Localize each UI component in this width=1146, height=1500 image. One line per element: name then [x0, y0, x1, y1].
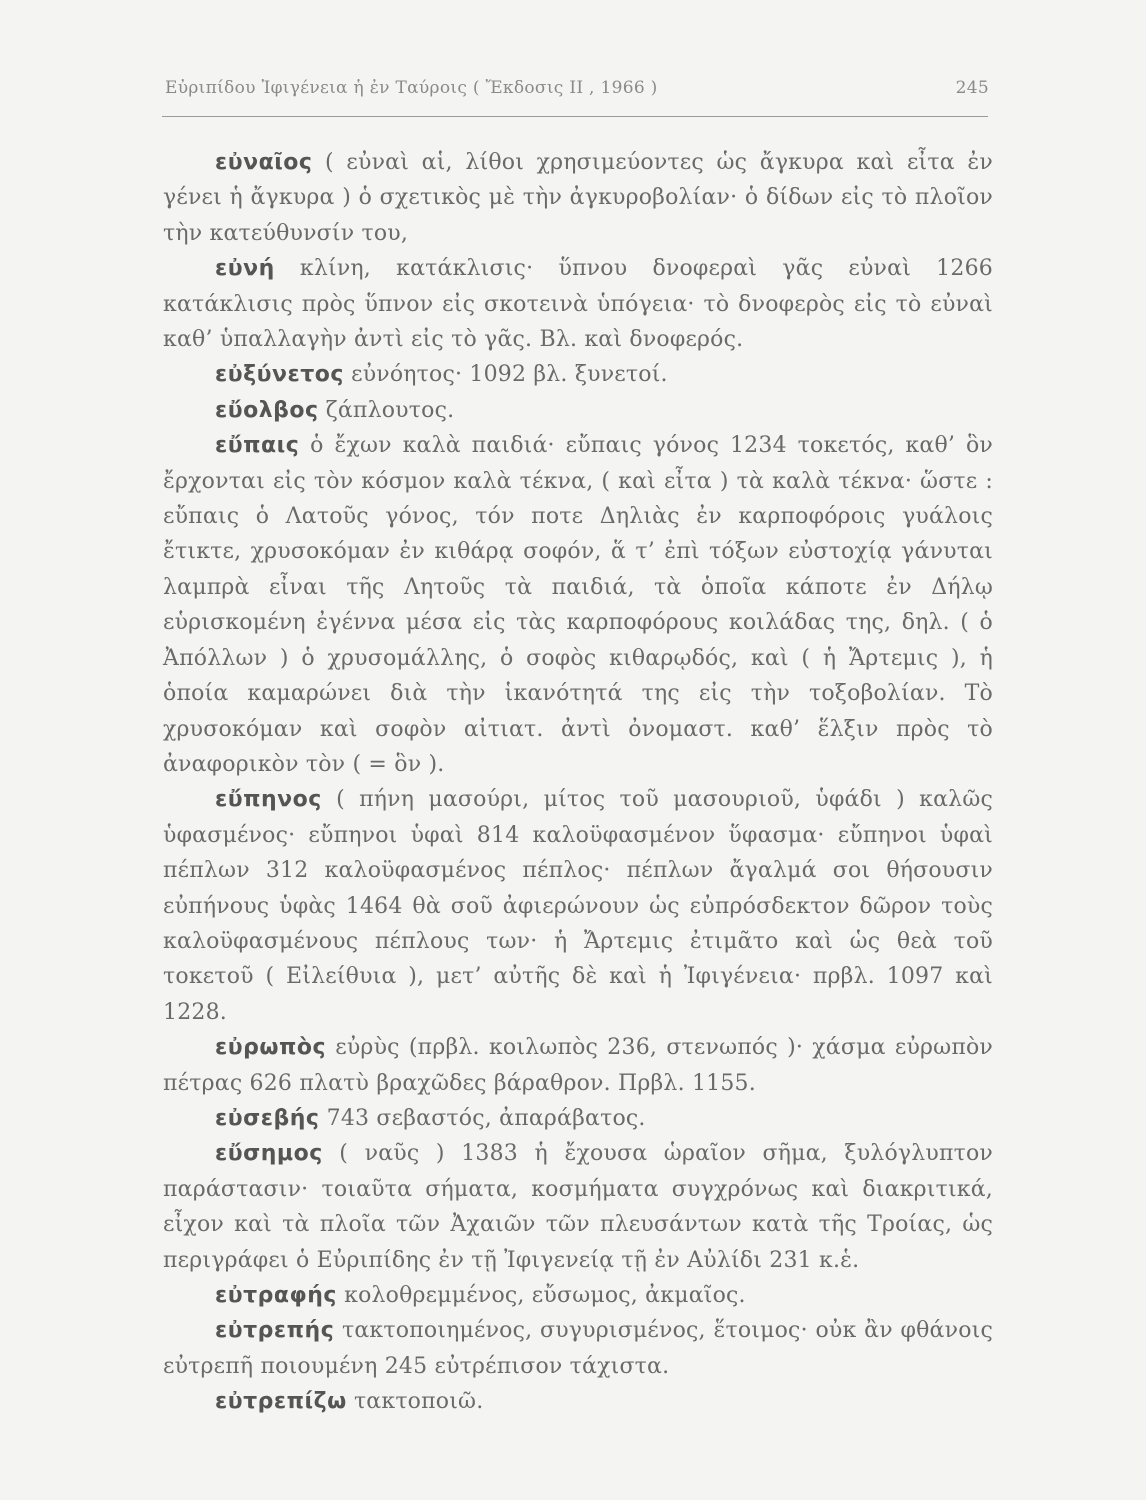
entry [163, 393, 993, 428]
entry-text: ὁ ἔχων καλὰ παιδιά· εὔπαις γόνος 1234 τοκετός, καθ’ ὃν ἔρχονται εἰς τὸν κόσμον καλὰ τέκνα, ( καὶ εἶτα ) τὰ καλὰ τέκνα· ὥστε : εὔπαις ὁ Λατοῦς γόνος, τόν ποτε Δηλιὰς ἐν καρποφόροις γυάλοις ἔτικτε, χρυσοκόμαν ἐν κιθάρᾳ σοφόν, ἅ τ’ ἐπὶ τόξων εὐστοχίᾳ γάνυται λαμπρὰ εἶναι τῆς Λητοῦς τὰ παιδιά, τὰ ὁποῖα κάποτε ἐν Δήλῳ εὑρισκομένη ἐγέννα μέσα εἰς τὰς καρποφόρους κοιλάδας της, δηλ. ( ὁ Ἀπόλλων ) ὁ χρυσομάλλης, ὁ σοφὸς κιθαρῳδός, καὶ ( ἡ Ἄρτεμις ), ἡ ὁποία καμαρώνει διὰ τὴν ἱκανότητά της εἰς τὴν τοξοβολίαν. Τὸ χρυσοκόμαν καὶ σοφὸν αἰτιατ. ἀντὶ ὀνομαστ. καθ’ ἕλξιν πρὸς τὸ ἀναφορικὸν τὸν ( = ὃν ). [163, 433, 993, 777]
header-rule [162, 116, 988, 117]
entry-text: τακτοποιημένος, συγυρισμένος, ἕτοιμος· οὐκ ἂν φθάνοις εὐτρεπῆ ποιουμένη 245 εὐτρέπισον τάχιστα. [163, 1318, 993, 1379]
running-title: Εὐριπίδου Ἰφιγένεια ἡ ἐν Ταύροις ( Ἔκδοσις ΙΙ , 1966 ) [165, 78, 658, 98]
entry-text: 743 σεβαστός, ἀπαράβατος. [326, 1105, 646, 1131]
entry [163, 1136, 993, 1278]
entry-lemma: εὐτραφής [215, 1283, 337, 1308]
entry-lemma: εὔσημος [215, 1141, 323, 1167]
entry-lemma: εὐναῖος [215, 150, 313, 175]
entry-text: εὐρὺς (πρβλ. κοιλωπὸς 236, στενωπός )· χάσμα εὐρωπὸν πέτρας 626 πλατὺ βραχῶδες βάραθρον. Πρβλ. 1155. [163, 1035, 993, 1096]
entry-lemma: εὐτρεπίζω [215, 1389, 347, 1415]
entry-text: ζάπλουτος. [325, 397, 455, 423]
entry [163, 1030, 993, 1101]
entry [163, 251, 993, 357]
entry [163, 782, 993, 1030]
entry-text: τακτοποιῶ. [353, 1389, 484, 1415]
entries-list [163, 145, 993, 1420]
entry-lemma: εὔπαις [215, 433, 300, 459]
entry-text: κολοθρεμμένος, εὔσωμος, ἀκμαῖος. [344, 1283, 746, 1308]
entry [163, 1313, 993, 1384]
entry-lemma: εὔολβος [215, 397, 319, 423]
entry [163, 428, 993, 782]
page-number: 245 [955, 78, 989, 98]
entry [163, 145, 993, 251]
entry-text: κλίνη, κατάκλισις· ὕπνου δνοφεραὶ γᾶς εὐναὶ 1266 κατάκλισις πρὸς ὕπνον εἰς σκοτεινὰ ὑπόγεια· τὸ δνοφερὸς εἰς τὸ εὐναὶ καθ’ ὑπαλλαγὴν ἀντὶ εἰς τὸ γᾶς. Βλ. καὶ δνοφερός. [163, 256, 993, 353]
entry-lemma: εὐξύνετος [215, 362, 344, 388]
entry-lemma: εὐρωπὸς [215, 1035, 327, 1061]
entry-text: ( πήνη μασούρι, μίτος τοῦ μασουριοῦ, ὑφάδι ) καλῶς ὑφασμένος· εὔπηνοι ὑφαὶ 814 καλοϋφασμένον ὕφασμα· εὔπηνοι ὑφαὶ πέπλων 312 καλοϋφασμένος πέπλος· πέπλων ἄγαλμά σοι θήσουσιν εὐπήνους ὑφὰς 1464 θὰ σοῦ ἀφιερώνουν ὡς εὐπρόσδεκτον δῶρον τοὺς καλοϋφασμένους πέπλους των· ἡ Ἄρτεμις ἐτιμᾶτο καὶ ὡς θεὰ τοῦ τοκετοῦ ( Εἰλείθυια ), μετ’ αὐτῆς δὲ καὶ ἡ Ἰφιγένεια· πρβλ. 1097 καὶ 1228. [163, 787, 993, 1025]
entry [163, 1384, 993, 1419]
entry-lemma: εὔπηνος [215, 787, 322, 813]
entry [163, 1101, 993, 1136]
entry [163, 357, 993, 392]
entry-lemma: εὐσεβής [215, 1105, 320, 1131]
entry-text: ( εὐναὶ αἱ, λίθοι χρησιμεύοντες ὡς ἄγκυρα καὶ εἶτα ἐν γένει ἡ ἄγκυρα ) ὁ σχετικὸς μὲ τὴν ἀγκυροβολίαν· ὁ δίδων εἰς τὸ πλοῖον τὴν κατεύθυνσίν του, [163, 150, 993, 246]
entry-lemma: εὐτρεπής [215, 1318, 335, 1344]
entry [163, 1278, 993, 1313]
entry-text: ( ναῦς ) 1383 ἡ ἔχουσα ὡραῖον σῆμα, ξυλόγλυπτον παράστασιν· τοιαῦτα σήματα, κοσμήματα συγχρόνως καὶ διακριτικά, εἶχον καὶ τὰ πλοῖα τῶν Ἀχαιῶν τῶν πλευσάντων κατὰ τῆς Τροίας, ὡς περιγράφει ὁ Εὐριπίδης ἐν τῇ Ἰφιγενείᾳ τῇ ἐν Αὐλίδι 231 κ.ἑ. [163, 1141, 993, 1273]
entry-text: εὐνόητος· 1092 βλ. ξυνετοί. [351, 362, 668, 388]
entry-lemma: εὐνή [215, 256, 275, 282]
running-header [165, 78, 989, 98]
